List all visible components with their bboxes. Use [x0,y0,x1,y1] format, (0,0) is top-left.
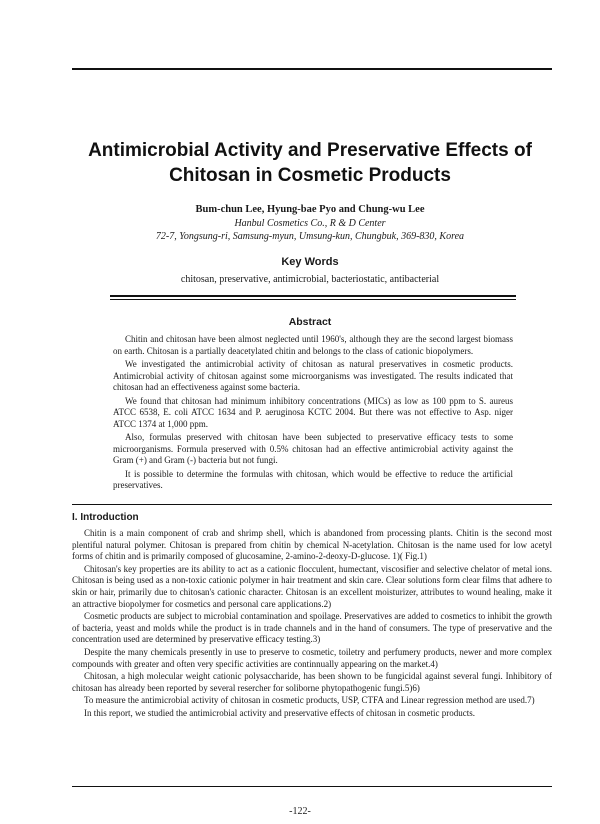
abstract-paragraph-2: We investigated the antimicrobial activity of chitosan as natural preservatives in cosmetic products. Antimicrobial activity of chitosan against some microorganisms was investigated. The results indicated that chitosan had an effectiveness against some bacteria. [113,359,513,392]
top-rule [72,68,552,70]
intro-paragraph-2: Chitosan's key properties are its ability to act as a cationic flocculent, humectant, viscosifier and selective chelator of metal ions. Chitosan is being used as a non-toxic cationic polymer in hair treatment and skin care. Clear solutions form clear films that adhere to skin or hair, primarily due to chitosan's cationic character. Chitosan is an excellent moisturizer, attributes to wound healing, make it an attractive biopolymer for cosmetics and personal care applications.2) [72,563,552,609]
abstract-body [113,334,513,494]
intro-paragraph-5: Chitosan, a high molecular weight cationic polysaccharide, has been shown to be fungicidal against several fungi. Inhibitory of chitosan has already been reported by several resercher for soliborne phytopathogenic fungi.5)6) [72,671,552,693]
bottom-rule [72,786,552,787]
keywords-rule-thick [110,295,516,297]
paper-title [60,138,560,188]
title-line-2: Chitosan in Cosmetic Products [169,165,451,186]
author-list: Bum-chun Lee, Hyung-bae Pyo and Chung-wu Lee [195,204,425,215]
intro-paragraph-4: Despite the many chemicals presently in use to preserve to cosmetic, toiletry and perfumery products, newer and more complex compounds with greater and often very specific activities are continnually appearing on the market.4) [72,646,552,669]
title-line-1: Antimicrobial Activity and Preservative Effects of [88,140,532,161]
abstract-heading: Abstract [288,316,332,328]
address: 72-7, Yongsung-ri, Samsung-myun, Umsung-kun, Chungbuk, 369-830, Korea [155,231,465,242]
abstract-paragraph-5: It is possible to determine the formulas with chitosan, which would be effective to reduce the artificial preservatives. [113,468,513,490]
affiliation: Hanbul Cosmetics Co., R & D Center [234,218,386,229]
abstract-paragraph-3: We found that chitosan had minimum inhibitory concentrations (MICs) as low as 100 ppm to S. aureus ATCC 6538, E. coli ATCC 1634 and P. aeruginosa KCTC 2004. But there was not effective to Asp. niger ATCC 1374 at 1,000 ppm. [113,395,513,429]
page-number: -122- [289,806,311,817]
keywords-heading: Key Words [281,256,339,268]
intro-paragraph-1: Chitin is a main component of crab and shrimp shell, which is abandoned from processing plants. Chitin is the second most plentiful natural polymer. Chitosan is prepared from chitin by chemical N-acetylation. Chitosan is the name used for low acetyl forms of chitin and is primarily composed of glucosamine, 2-amino-2-deoxy-D-glucose. 1)( Fig.1) [72,528,552,562]
keywords: chitosan, preservative, antimicrobial, bacteriostatic, antibacterial [180,274,440,285]
introduction-heading: I. Introduction [72,512,139,523]
abstract-rule [72,504,552,505]
intro-paragraph-7: In this report, we studied the antimicrobial activity and preservative effects of chitosan in cosmetic products. [84,707,475,718]
intro-paragraph-6: To measure the antimicrobial activity of chitosan in cosmetic products, USP, CTFA and Linear regression method are used.7) [84,695,535,706]
introduction-body [72,528,552,721]
intro-paragraph-3: Cosmetic products are subject to microbial contamination and spoilage. Preservatives are added to cosmetics to inhibit the growth of bacteria, yeast and molds while the product is in trade channels and in the hand of consumers. The type of preservative and the concentration used are determined by preservative efficacy testing.3) [72,611,552,645]
abstract-paragraph-1: Chitin and chitosan have been almost neglected until 1960's, although they are the second largest biomass on earth. Chitosan is a partially deacetylated chitin and belongs to the class of cationic biopolymers. [113,334,513,356]
keywords-rule-thin [110,299,516,300]
abstract-paragraph-4: Also, formulas preserved with chitosan have been subjected to preservative efficacy tests to some microorganisms. Formula preserved with 0.5% chitosan had an effective antimicrobial activity against the Gram (+) and Gram (-) bacteria but not fungi. [113,432,513,465]
